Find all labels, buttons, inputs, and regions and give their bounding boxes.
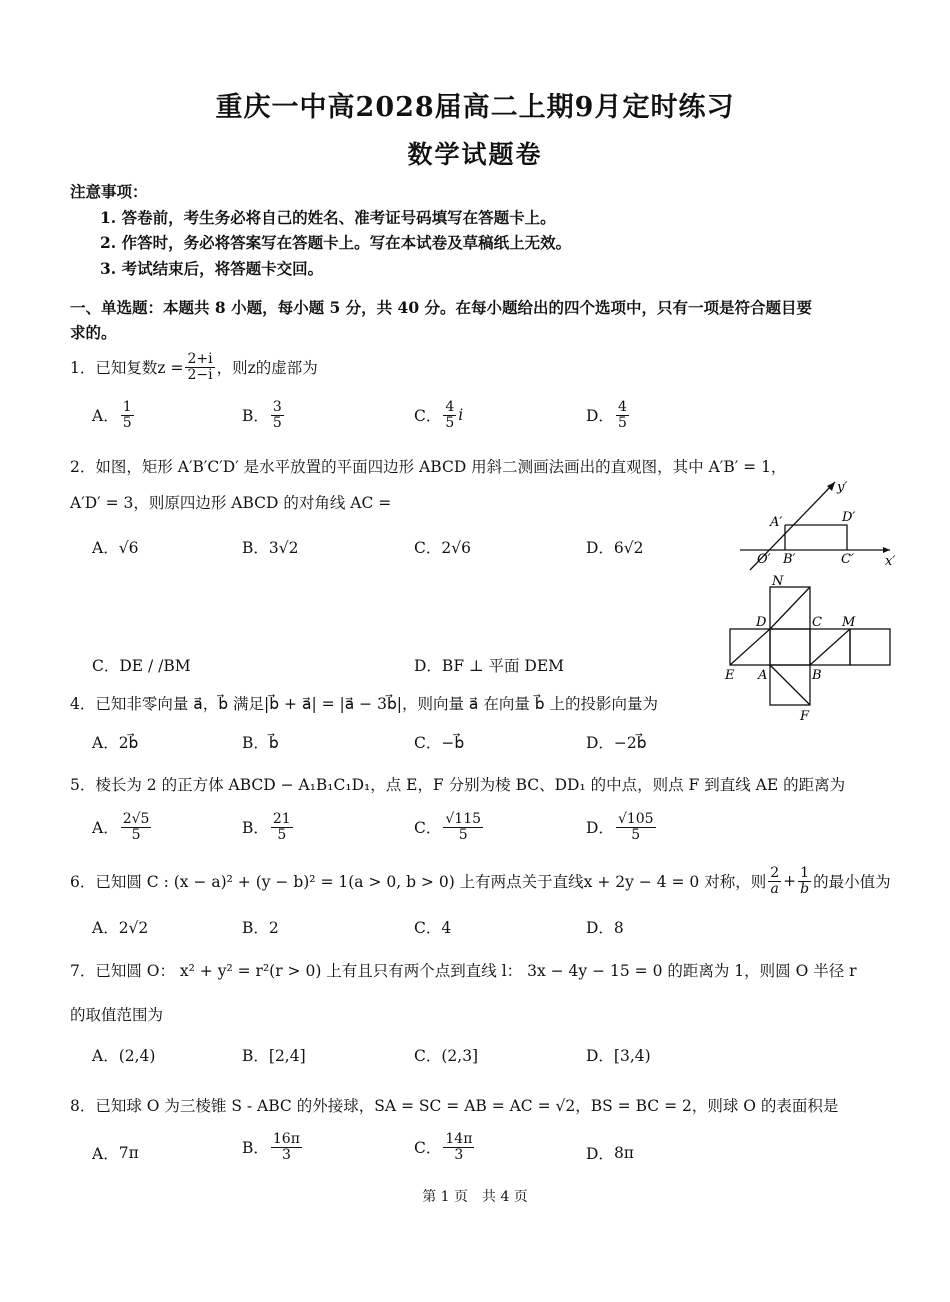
q5-option-c[interactable] [414, 812, 485, 842]
q8-b-num: 16π [272, 1131, 300, 1147]
q5-d-den: 5 [631, 826, 641, 843]
q1-c-num: 4 [445, 399, 455, 415]
q6-n2: 1 [800, 865, 810, 881]
q6-frac-2 [798, 866, 811, 896]
q6-d2: b [800, 880, 810, 897]
question-4: 4．已知非零向量 a⃗，b⃗ 满足|b⃗ + a⃗| = |a⃗ − 3b⃗|，则向量 a⃗ 在向量 b⃗ 上的投影向量为 [70, 695, 659, 713]
q3-label-c: C [812, 615, 822, 630]
q2-label-o: O′ [757, 552, 771, 567]
q2-rect-top [785, 525, 847, 550]
q1-b-den: 5 [272, 414, 282, 431]
question-2-line2: A′D′ = 3，则原四边形 ABCD 的对角线 AC = [70, 494, 392, 512]
q5-d-num: √105 [617, 811, 654, 827]
q8-d-label: D． [586, 1145, 614, 1163]
q6-option-b[interactable]: B．2 [242, 919, 279, 937]
q1-option-c[interactable] [414, 400, 463, 430]
q2-label-y: y′ [837, 480, 848, 495]
question-7-line1: 7．已知圆 O： x² + y² = r²(r > 0) 上有且只有两个点到直线 l： 3x − 4y − 15 = 0 的距离为 1，则圆 O 半径 r [70, 962, 857, 980]
q8-c-num: 14π [445, 1131, 473, 1147]
q3-square-center [770, 629, 810, 665]
q1-post: ，则z的虚部为 [216, 359, 318, 378]
q6-post: 的最小值为 [813, 873, 891, 892]
q5-a-num: 2√5 [122, 811, 150, 827]
q8-c-label: C． [414, 1139, 442, 1158]
q8-option-b[interactable] [242, 1132, 304, 1162]
q3-label-m: M [842, 615, 856, 630]
q5-c-num: √115 [445, 811, 482, 827]
q5-b-den: 5 [277, 826, 287, 843]
q5-option-b[interactable] [242, 812, 295, 842]
q8-b-den: 3 [281, 1146, 291, 1163]
q1-pre: 1．已知复数z = [70, 359, 184, 378]
q1-a-label: A． [92, 407, 119, 426]
q3-option-c[interactable]: C．DE / /BM [92, 657, 191, 675]
q5-c-label: C． [414, 819, 442, 838]
q6-plus: + [783, 872, 797, 891]
q1-a-den: 5 [122, 414, 132, 431]
q2-option-c[interactable]: C．2√6 [414, 539, 471, 557]
q3-label-d: D [756, 615, 767, 630]
page-title: 重庆一中高2028届高二上期9月定时练习 [215, 92, 735, 123]
q2-label-x: x′ [885, 554, 896, 569]
q3-square-right2 [850, 629, 890, 665]
q2-option-b[interactable]: B．3√2 [242, 539, 299, 557]
q1-den: 2−i [187, 366, 213, 383]
q3-label-f: F [800, 709, 810, 723]
q7-option-b[interactable]: B．[2,4] [242, 1047, 306, 1065]
q6-option-d[interactable]: D．8 [586, 919, 624, 937]
q2-oblique-figure [735, 475, 900, 575]
question-7-line2: 的取值范围为 [70, 1006, 164, 1024]
q3-diag-nd [770, 587, 810, 629]
q5-d-label: D． [586, 819, 614, 838]
q5-option-a[interactable] [92, 812, 153, 842]
q2-label-a: A′ [770, 515, 783, 530]
notice-heading: 注意事项： [70, 182, 148, 201]
question-6 [70, 866, 891, 896]
q8-c-den: 3 [454, 1146, 464, 1163]
q4-option-c[interactable]: C．−b⃗ [414, 734, 465, 752]
q7-option-d[interactable]: D．[3,4) [586, 1047, 651, 1065]
page-subtitle: 数学试题卷 [407, 140, 543, 169]
q1-b-label: B． [242, 407, 269, 426]
q2-x-arrow [883, 547, 890, 553]
q5-b-label: B． [242, 819, 269, 838]
q1-fraction [185, 352, 214, 382]
q6-pre: 6．已知圆 C : (x − a)² + (y − b)² = 1(a > 0, b > 0) 上有两点关于直线x + 2y − 4 = 0 对称，则 [70, 873, 767, 892]
question-8: 8．已知球 O 为三棱锥 S - ABC 的外接球，SA = SC = AB = AC = √2，BS = BC = 2，则球 O 的表面积是 [70, 1097, 839, 1115]
q8-c-frac [443, 1132, 474, 1162]
q6-option-a[interactable]: A．2√2 [92, 919, 149, 937]
q2-label-c: C′ [841, 552, 854, 567]
q3-label-a: A [758, 668, 768, 683]
q3-label-e: E [725, 668, 735, 683]
q8-option-a[interactable] [92, 1142, 139, 1164]
q1-option-b[interactable] [242, 400, 286, 430]
q1-option-d[interactable] [586, 400, 631, 430]
q5-b-num: 21 [272, 811, 291, 827]
q2-option-a[interactable]: A．√6 [92, 539, 139, 557]
q1-c-suffix: i [458, 406, 464, 425]
q3-diag-bm [810, 629, 850, 665]
q5-a-den: 5 [131, 826, 141, 843]
section-heading-line2: 求的。 [70, 323, 117, 342]
q6-d1: a [770, 880, 779, 897]
q5-c-den: 5 [458, 826, 468, 843]
q5-b-frac [271, 812, 293, 842]
section-heading-line1: 一、单选题：本题共 8 小题，每小题 5 分，共 40 分。在每小题给出的四个选项中，只有一项是符合题目要 [70, 298, 813, 317]
q1-a-num: 1 [122, 399, 132, 415]
q6-option-c[interactable]: C．4 [414, 919, 452, 937]
q1-c-frac [443, 400, 456, 430]
q1-b-num: 3 [272, 399, 282, 415]
q8-option-d[interactable] [586, 1142, 634, 1164]
q3-label-b: B [812, 668, 822, 683]
question-2-line1: 2．如图，矩形 A′B′C′D′ 是水平放置的平面四边形 ABCD 用斜二测画法画出的直观图，其中 A′B′ = 1， [70, 458, 787, 476]
q2-label-b: B′ [783, 552, 796, 567]
q8-b-label: B． [242, 1139, 269, 1158]
q5-a-frac [121, 812, 152, 842]
q1-d-num: 4 [617, 399, 627, 415]
question-1 [70, 352, 318, 382]
q3-option-d[interactable]: D．BF ⊥ 平面 DEM [414, 657, 565, 675]
q8-option-c[interactable] [414, 1132, 476, 1162]
q1-d-label: D． [586, 407, 614, 426]
q4-option-d[interactable]: D．−2b⃗ [586, 734, 647, 752]
question-5: 5．棱长为 2 的正方体 ABCD − A₁B₁C₁D₁，点 E，F 分别为棱 BC、DD₁ 的中点，则点 F 到直线 AE 的距离为 [70, 776, 846, 794]
q3-diag-af [770, 665, 810, 705]
notice-item-2: 2. 作答时，务必将答案写在答题卡上。写在本试卷及草稿纸上无效。 [100, 233, 572, 252]
q2-option-d[interactable]: D．6√2 [586, 539, 644, 557]
q1-c-den: 5 [445, 414, 455, 431]
q7-option-a[interactable]: A．(2,4) [92, 1047, 156, 1065]
notice-item-3: 3. 考试结束后，将答题卡交回。 [100, 259, 324, 278]
q8-d-text: 8π [613, 1144, 634, 1162]
q6-frac-1 [768, 866, 781, 896]
q2-label-d: D′ [842, 510, 856, 525]
q1-c-label: C． [414, 407, 442, 426]
q1-b-frac [271, 400, 284, 430]
q5-a-label: A． [92, 819, 119, 838]
q7-option-c[interactable]: C．(2,3] [414, 1047, 479, 1065]
page-footer: 第 1 页 共 4 页 [422, 1189, 528, 1205]
q5-option-d[interactable] [586, 812, 658, 842]
q4-option-a[interactable]: A．2b⃗ [92, 734, 139, 752]
q8-b-frac [271, 1132, 302, 1162]
q1-num: 2+i [187, 351, 213, 367]
q1-d-den: 5 [617, 414, 627, 431]
q5-c-frac [443, 812, 483, 842]
q3-diag-ed [730, 629, 770, 665]
q8-a-label: A． [92, 1145, 119, 1163]
q3-cube-net-figure [722, 575, 897, 723]
q3-label-n: N [772, 575, 784, 589]
q1-option-a[interactable] [92, 400, 136, 430]
notice-item-1: 1. 答卷前，考生务必将自己的姓名、准考证号码填写在答题卡上。 [100, 208, 556, 227]
q1-a-frac [121, 400, 134, 430]
q4-option-b[interactable]: B．b⃗ [242, 734, 279, 752]
q6-n1: 2 [770, 865, 780, 881]
q5-d-frac [616, 812, 656, 842]
q1-d-frac [616, 400, 629, 430]
q8-a-text: 7π [118, 1144, 139, 1162]
